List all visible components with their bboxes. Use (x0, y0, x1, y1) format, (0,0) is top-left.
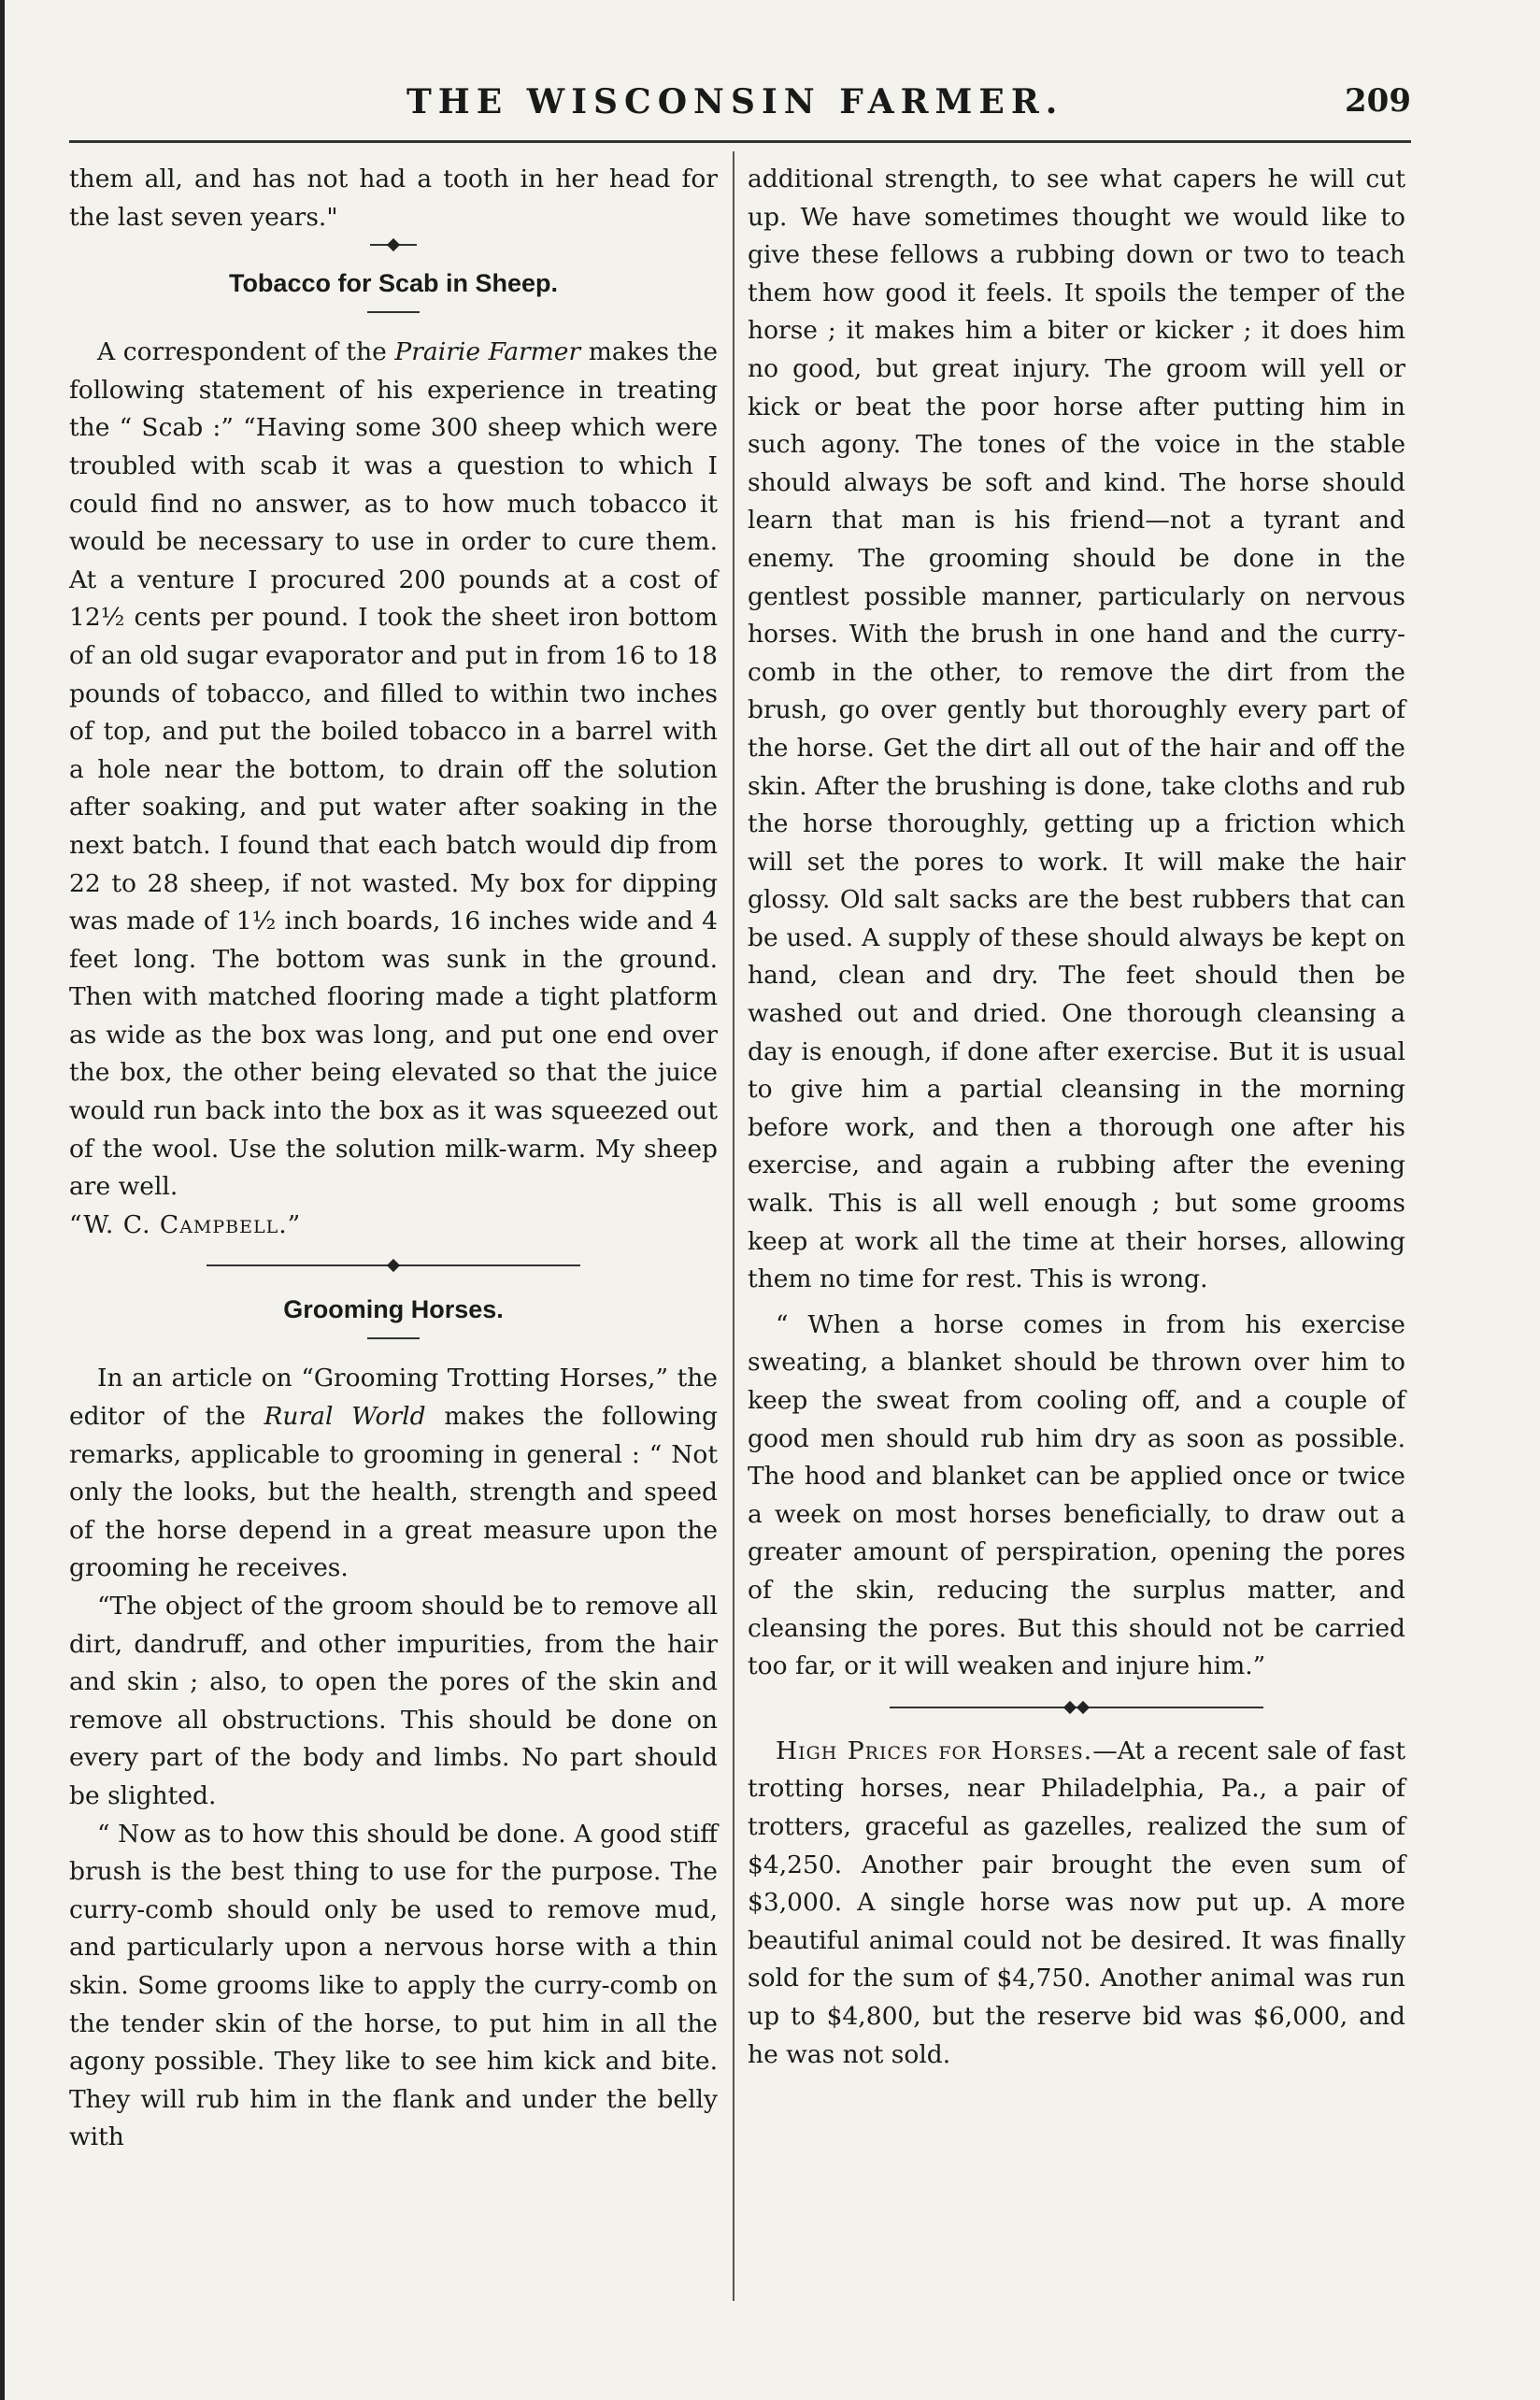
periodical-name: Rural World (264, 1402, 426, 1432)
continued-text: them all, and has not had a tooth in her head for the last seven years." (69, 164, 718, 232)
item-title: High Prices for Horses. (776, 1736, 1093, 1765)
divider-ornament (1063, 1701, 1077, 1714)
heading-dash (367, 311, 420, 313)
page-number: 209 (1345, 82, 1411, 120)
page-edge (0, 0, 5, 2400)
article-paragraph: “ Now as to how this should be done. A good stiff brush is the best thing to use for the purpose. The curry-comb should only be used to remove mud, and particularly upon a nervous horse with a thin skin. Some grooms like to apply the curry-comb on the tender skin of the horse, to put him in all the agony possible. They like to see him kick and bite. They will rub him in the flank and under the belly with (69, 1819, 718, 2152)
header-rule (69, 140, 1411, 143)
periodical-name: Prairie Farmer (394, 337, 581, 367)
article-signature: “W. C. Campbell.” (69, 1209, 302, 1239)
article-paragraph: High Prices for Horses.—At a recent sale of fast trotting horses, near Philadelphia, Pa., a pair of trotters, graceful as gazelles, realized the sum of $4,250. Another pair brought the even sum of $3,000. A single horse was now put up. A more beautiful animal could not be desired. It was finally sold for the sum of $4,750. Another animal was run up to $4,800, but the reserve bid was $6,000, and he was not sold. (748, 1736, 1405, 2069)
left-column (69, 161, 718, 2157)
divider-ornament (387, 238, 400, 251)
article-heading-grooming: Grooming Horses. (283, 1295, 504, 1324)
page-header (65, 82, 1411, 129)
article-paragraph: additional strength, to see what capers he will cut up. We have sometimes thought we would like to give these fellows a rubbing down or two to teach them how good it feels. It spoils the temper of the horse ; it makes him a biter or kicker ; it does him no good, but great injury. The groom will yell or kick or beat the poor horse after putting him in such agony. The tones of the voice in the stable should always be soft and kind. The horse should learn that man is his friend—not a tyrant and enemy. The grooming should be done in the gentlest possible manner, particularly on nervous horses. With the brush in one hand and the curry-comb in the other, to remove the dirt from the brush, go over gently but thoroughly every part of the horse. Get the dirt all out of the hair and off the skin. After the brushing is done, take cloths and rub the horse thoroughly, getting up a friction which will set the pores to work. It will make the hair glossy. Old salt sacks are the best rubbers that can be used. A supply of these should always be kept on hand, clean and dry. The feet should then be washed out and dried. One thorough cleansing a day is enough, if done after exercise. But it is usual to give him a partial cleansing in the morning before work, and then a thorough one after his exercise, and again a rubbing after the evening walk. This is all well enough ; but some grooms keep at work all the time at their horses, allowing them no time for rest. This is wrong. (748, 164, 1405, 1294)
column-rule (733, 151, 734, 2301)
article-paragraph: In an article on “Grooming Trotting Horses,” the editor of the Rural World makes the following remarks, applicable to grooming in general : “ Not only the looks, but the health, strength and speed of the horse depend in a great measure upon the grooming he receives. (69, 1364, 719, 1583)
article-heading-tobacco: Tobacco for Scab in Sheep. (228, 269, 559, 298)
divider-ornament (1077, 1701, 1090, 1714)
article-paragraph: A correspondent of the Prairie Farmer makes the following statement of his experience in treating the “ Scab :” “Having some 300 sheep which were troubled with scab it was a question to which I could find no answer, as to how much tobacco it would be necessary to use in order to cure them. At a venture I procured 200 pounds at a cost of 12½ cents per pound. I took the sheet iron bottom of an old sugar evaporator and put in from 16 to 18 pounds of tobacco, and filled to within two inches of top, and put the boiled tobacco in a barrel with a hole near the bottom, to drain off the solution after soaking, and put water after soaking in the next batch. I found that each batch would dip from 22 to 28 sheep, if not wasted. My box for dipping was made of 1½ inch boards, 16 inches wide and 4 feet long. The bottom was sunk in the ground. Then with matched flooring made a tight platform as wide as the box was long, and put one end over the box, the other being elevated so that the juice would run back into the box as it was squeezed out of the wool. Use the solution milk-warm. My sheep are well. (69, 337, 719, 1202)
section-divider (370, 244, 417, 246)
heading-dash (367, 1337, 420, 1339)
divider-ornament (387, 1259, 400, 1272)
section-divider (207, 1264, 580, 1266)
section-divider (890, 1707, 1263, 1708)
article-paragraph: “The object of the groom should be to remove all dirt, dandruff, and other impurities, from the hair and skin ; also, to open the pores of the skin and remove all obstructions. This should be done on every part of the body and limbs. No part should be slighted. (69, 1592, 718, 1810)
publication-title: THE WISCONSIN FARMER. (406, 82, 1064, 121)
right-column (748, 161, 1405, 2074)
article-paragraph: “ When a horse comes in from his exercise sweating, a blanket should be thrown over him to keep the sweat from cooling off, and a couple of good men should rub him dry as soon as possible. The hood and blanket can be applied once or twice a week on most horses beneficially, to draw out a greater amount of perspiration, opening the pores of the skin, reducing the surplus matter, and cleansing the pores. But this should not be carried too far, or it will weaken and injure him.” (748, 1309, 1405, 1681)
